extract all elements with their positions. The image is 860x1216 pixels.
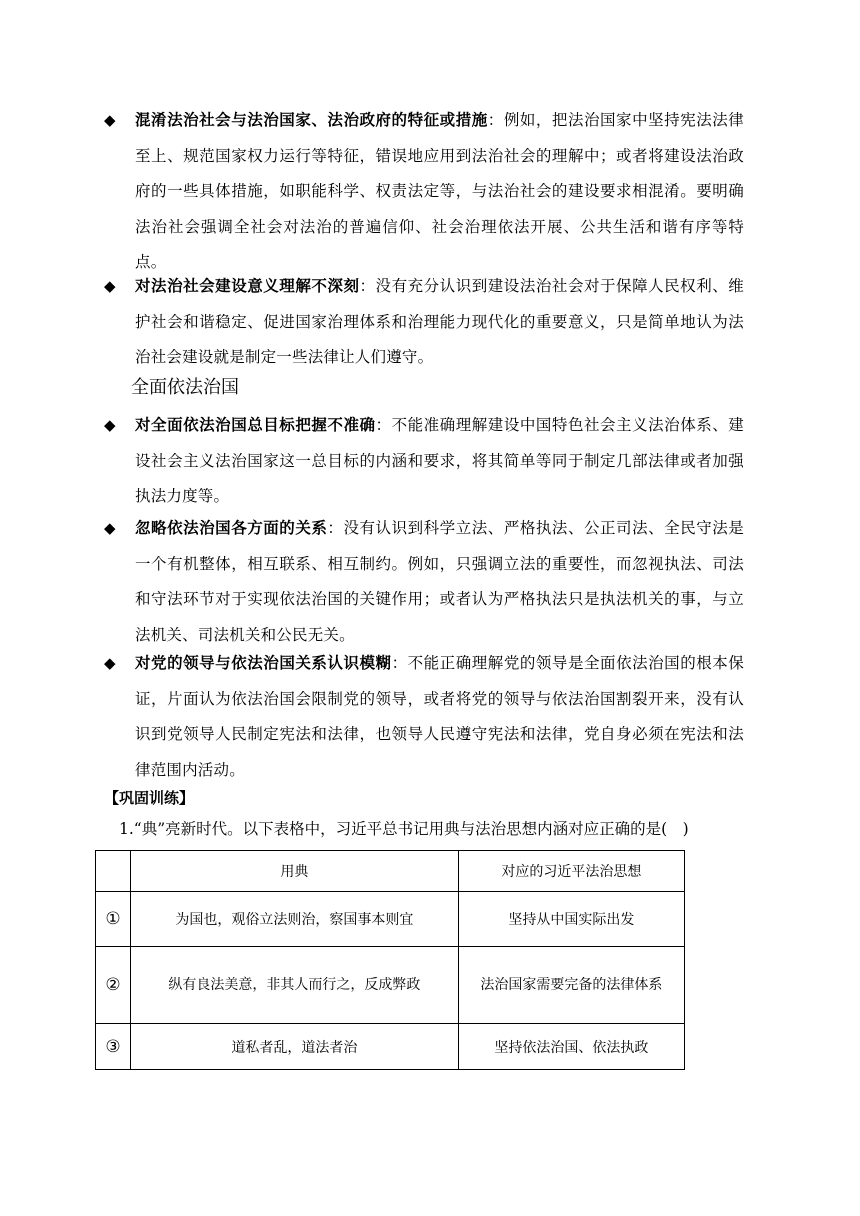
bullet-body: 没有认识到科学立法、严格执法、公正司法、全民守法是一个有机整体，相互联系、相互制约。例如，只强调立法的重要性，而忽视执法、司法和守法环节对于实现依法治国的关键作用；或者认为严格执法只是执法机关的事，与立法机关、司法机关和公民无关。 bbox=[135, 519, 744, 644]
table-row bbox=[96, 1024, 685, 1070]
diamond-bullet-icon: ◆ bbox=[104, 519, 116, 537]
bullet-separator: ： bbox=[327, 519, 344, 537]
bullet-lead: 对党的领导与依法治国关系认识模糊 bbox=[135, 654, 392, 672]
row-number: ① bbox=[96, 892, 131, 947]
diamond-bullet-icon: ◆ bbox=[104, 416, 116, 434]
thought-cell: 法治国家需要完备的法律体系 bbox=[458, 947, 684, 1024]
diamond-bullet-icon: ◆ bbox=[104, 111, 116, 129]
bullet-separator: ： bbox=[391, 654, 408, 672]
bullet-lead: 混淆法治社会与法治国家、法治政府的特征或措施 bbox=[135, 111, 488, 129]
bullet-text bbox=[135, 408, 744, 515]
bullet-text bbox=[135, 103, 744, 281]
table-row bbox=[96, 892, 685, 947]
bullet-lead: 对全面依法治国总目标把握不准确 bbox=[135, 416, 376, 434]
diamond-bullet-icon: ◆ bbox=[104, 277, 116, 295]
bullet-item bbox=[104, 511, 744, 653]
bullet-lead: 对法治社会建设意义理解不深刻 bbox=[135, 277, 360, 295]
table-header-cell: 用典 bbox=[130, 851, 458, 892]
table-row bbox=[96, 947, 685, 1024]
bullet-body: 不能正确理解党的领导是全面依法治国的根本保证，片面认为依法治国会限制党的领导，或者将党的领导与依法治国割裂开来，没有认识到党领导人民制定宪法和法律，也领导人民遵守宪法和法律，党自身必须在宪法和法律范围内活动。 bbox=[135, 654, 745, 779]
table-header-cell bbox=[96, 851, 131, 892]
bullet-text bbox=[135, 646, 744, 788]
bullet-text bbox=[135, 511, 744, 653]
quotation-cell: 纵有良法美意，非其人而行之，反成弊政 bbox=[130, 947, 458, 1024]
question-stem: 1.“典”亮新时代。以下表格中，习近平总书记用典与法治思想内涵对应正确的是( ) bbox=[119, 820, 689, 838]
table-header-cell: 对应的习近平法治思想 bbox=[458, 851, 684, 892]
bullet-item bbox=[104, 103, 744, 281]
bullet-lead: 忽略依法治国各方面的关系 bbox=[135, 519, 328, 537]
bullet-body: 没有充分认识到建设法治社会对于保障人民权利、维护社会和谐稳定、促进国家治理体系和治理能力现代化的重要意义，只是简单地认为法治社会建设就是制定一些法律让人们遵守。 bbox=[135, 277, 744, 366]
quotation-table bbox=[95, 850, 685, 1070]
bullet-item bbox=[104, 408, 744, 515]
bullet-body: 不能准确理解建设中国特色社会主义法治体系、建设社会主义法治国家这一总目标的内涵和要求，将其简单等同于制定几部法律或者加强执法力度等。 bbox=[135, 416, 745, 505]
bullet-text bbox=[135, 269, 744, 376]
bullet-body: 例如，把法治国家中坚持宪法法律至上、规范国家权力运行等特征，错误地应用到法治社会的理解中；或者将建设法治政府的一些具体措施，如职能科学、权责法定等，与法治社会的建设要求相混淆。要明确法治社会强调全社会对法治的普遍信仰、社会治理依法开展、公共生活和谐有序等特点。 bbox=[135, 111, 744, 271]
quotation-cell: 道私者乱，道法者治 bbox=[130, 1024, 458, 1070]
section-heading: 全面依法治国 bbox=[131, 377, 239, 398]
bullet-item bbox=[104, 269, 744, 376]
quotation-cell: 为国也，观俗立法则治，察国事本则宜 bbox=[130, 892, 458, 947]
exercise-title: 【巩固训练】 bbox=[104, 789, 195, 807]
thought-cell: 坚持从中国实际出发 bbox=[458, 892, 684, 947]
bullet-separator: ： bbox=[359, 277, 376, 295]
bullet-item bbox=[104, 646, 744, 788]
row-number: ② bbox=[96, 947, 131, 1024]
row-number: ③ bbox=[96, 1024, 131, 1070]
thought-cell: 坚持依法治国、依法执政 bbox=[458, 1024, 684, 1070]
table-header-row bbox=[96, 851, 685, 892]
bullet-separator: ： bbox=[375, 416, 392, 434]
diamond-bullet-icon: ◆ bbox=[104, 654, 116, 672]
bullet-separator: ： bbox=[487, 111, 504, 129]
